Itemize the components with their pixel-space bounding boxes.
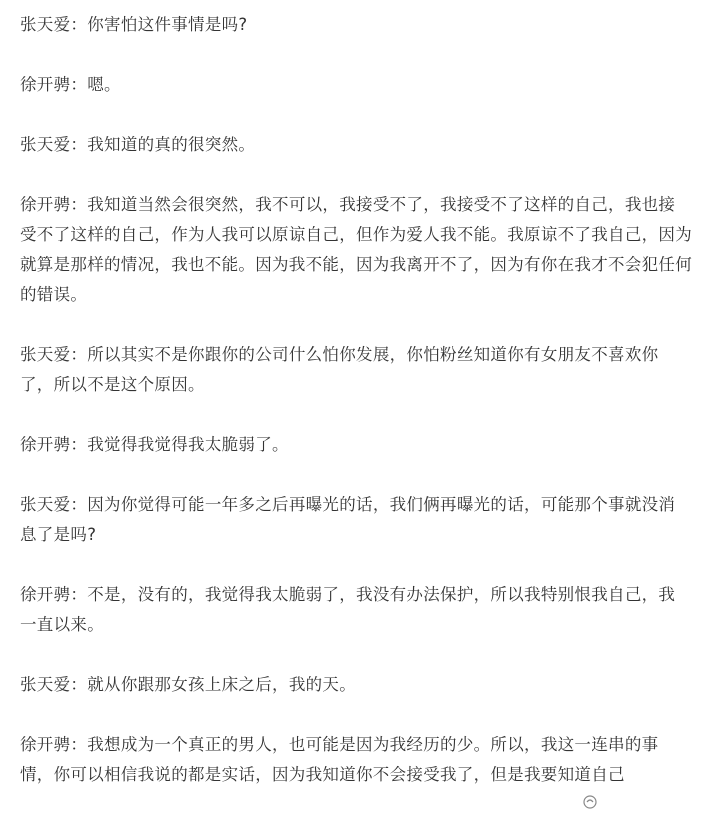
speaker-separator: ： (70, 495, 88, 514)
dialogue-line-9 (20, 670, 692, 700)
dialogue-text: 嗯。 (87, 75, 121, 94)
speaker-separator: ： (70, 15, 88, 34)
speaker-separator: ： (70, 735, 88, 754)
watermark-icon (582, 794, 598, 810)
dialogue-text: 我想成为一个真正的男人，也可能是因为我经历的少。所以，我这一连串的事情，你可以相信我说的都是实话，因为我知道你不会接受我了，但是我要知道自己 (20, 735, 659, 784)
dialogue-line-10 (20, 730, 692, 790)
speaker-separator: ： (70, 345, 88, 364)
dialogue-line-2 (20, 70, 692, 100)
speaker-name: 张天爱 (20, 15, 71, 34)
dialogue-line-1 (20, 10, 692, 40)
dialogue-text: 我知道当然会很突然，我不可以，我接受不了，我接受不了这样的自己，我也接受不了这样的自己，作为人我可以原谅自己，但作为爱人我不能。我原谅不了我自己，因为就算是那样的情况，我也不能。因为我不能，因为我离开不了，因为有你在我才不会犯任何的错误。 (20, 195, 692, 304)
speaker-separator: ： (70, 135, 88, 154)
dialogue-text: 不是，没有的，我觉得我太脆弱了，我没有办法保护，所以我特别恨我自己，我一直以来。 (20, 585, 676, 634)
dialogue-line-5 (20, 340, 692, 400)
dialogue-text: 就从你跟那女孩上床之后，我的天。 (87, 675, 357, 694)
speaker-name: 张天爱 (20, 675, 71, 694)
speaker-separator: ： (70, 195, 88, 214)
speaker-name: 徐开骋 (20, 585, 71, 604)
speaker-name: 徐开骋 (20, 195, 71, 214)
dialogue-line-4 (20, 190, 692, 310)
dialogue-text: 所以其实不是你跟你的公司什么怕你发展，你怕粉丝知道你有女朋友不喜欢你了，所以不是这个原因。 (20, 345, 659, 394)
dialogue-line-3 (20, 130, 692, 160)
speaker-name: 张天爱 (20, 345, 71, 364)
dialogue-text: 你害怕这件事情是吗? (87, 15, 248, 34)
dialogue-text: 我知道的真的很突然。 (87, 135, 256, 154)
dialogue-line-8 (20, 580, 692, 640)
speaker-name: 徐开骋 (20, 435, 71, 454)
dialogue-text: 我觉得我觉得我太脆弱了。 (87, 435, 289, 454)
speaker-name: 张天爱 (20, 135, 71, 154)
speaker-name: 徐开骋 (20, 735, 71, 754)
speaker-separator: ： (70, 435, 88, 454)
transcript (20, 10, 692, 820)
speaker-separator: ： (70, 75, 88, 94)
speaker-name: 张天爱 (20, 495, 71, 514)
speaker-name: 徐开骋 (20, 75, 71, 94)
dialogue-line-7 (20, 490, 692, 550)
speaker-separator: ： (70, 675, 88, 694)
dialogue-line-6 (20, 430, 692, 460)
dialogue-text: 因为你觉得可能一年多之后再曝光的话，我们俩再曝光的话，可能那个事就没消息了是吗? (20, 495, 676, 544)
speaker-separator: ： (70, 585, 88, 604)
